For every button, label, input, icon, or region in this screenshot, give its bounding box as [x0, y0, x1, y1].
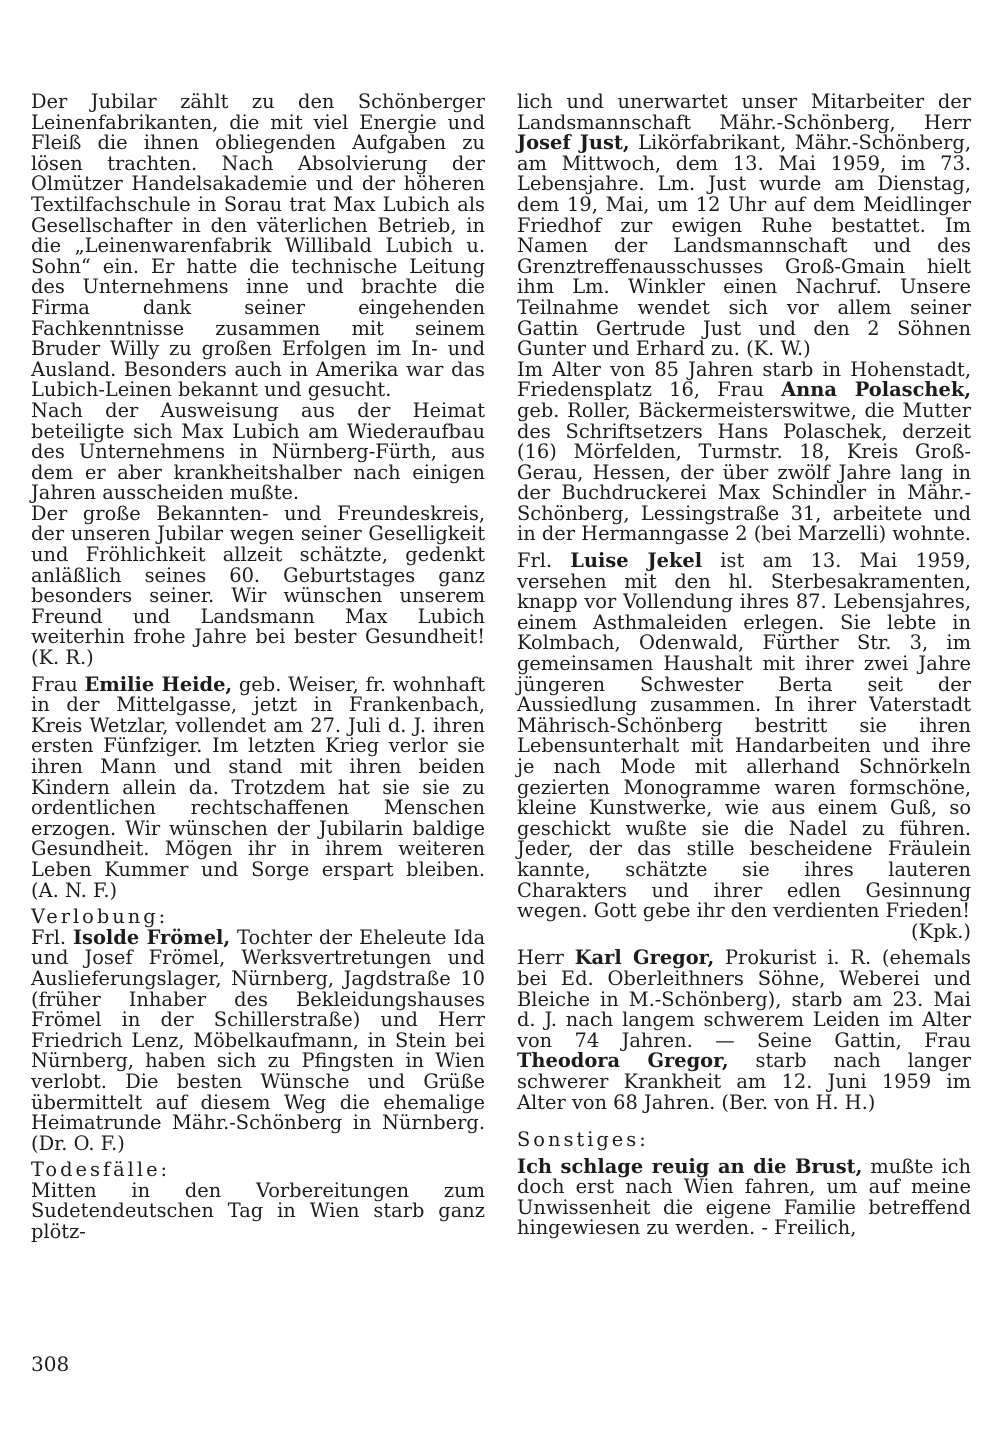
right-column	[517, 92, 971, 1239]
name-karl-gregor: Karl Gregor,	[574, 946, 715, 970]
paragraph-lubich-career: Der Jubilar zählt zu den Schönberger Leinenfabrikanten, die mit viel Energie und Fleiß die ihnen obliegenden Aufgaben zu lösen trachten. Nach Absolvierung der Olmützer Handelsakademie und der höheren Textilfachschule in Sorau trat Max Lubich als Gesellschafter in den väterlichen Betrieb, in die „Leinenwarenfabrik Willibald Lubich u. Sohn“ ein. Er hatte die technische Leitung des Unternehmens inne und brachte die Firma dank seiner eingehenden Fachkenntnisse zusammen mit seinem Bruder Willy zu großen Erfolgen im In- und Ausland. Besonders auch in Amerika war das Lubich-Leinen bekannt und gesucht.	[31, 90, 485, 402]
name-josef-just: Josef Just,	[517, 131, 630, 155]
paragraph-sudetendeutscher-tag: Mitten in den Vorbereitungen zum Sudetendeutschen Tag in Wien starb ganz plötz-	[31, 1178, 485, 1244]
name-isolde-froemel: Isolde Frömel,	[72, 925, 231, 949]
paragraph-emilie-heide: Frau Emilie Heide, geb. Weiser, fr. wohnhaft in der Mittelgasse, jetzt in Frankenbach, Kreis Wetzlar, vollendet am 27. Juli d. J. ihren ersten Fünfziger. Im letzten Krieg verlor sie ihren Mann und stand mit ihren beiden Kindern allein da. Trotzdem hat sie sie zu ordentlichen rechtschaffenen Menschen erzogen. Wir wünschen der Jubilarin baldige Gesundheit. Mögen ihr in ihrem weiteren Leben Kummer und Sorge erspart bleiben. (A. N. F.)	[31, 672, 485, 902]
paragraph-lubich-birthday: Der große Bekannten- und Freundeskreis, der unseren Jubilar wegen seiner Geselligkeit und Fröhlichkeit allzeit schätzte, gedenkt anläßlich seines 60. Geburtstages ganz besonders seiner. Wir wünschen unserem Freund und Landsmann Max Lubich weiterhin frohe Jahre bei bester Gesundheit! (K. R.)	[31, 501, 485, 670]
title-reuig: Ich schlage reuig an die Brust,	[517, 1154, 863, 1178]
paragraph-luise-jekel: Frl. Luise Jekel ist am 13. Mai 1959, versehen mit den hl. Sterbesakramenten, knapp vor Vollendung ihres 87. Lebensjahres, einem Asthmaleiden erlegen. Sie lebte in Kolmbach, Odenwald, Fürther Str. 3, im gemeinsamen Haushalt mit ihrer zwei Jahre jüngeren Schwester Berta seit der Aussiedlung zusammen. In ihrer Vaterstadt Mährisch-Schönberg bestritt sie ihren Lebensunterhalt mit Handarbeiten und ihre je nach Mode mit allerhand Schnörkeln gezierten Monogramme waren formschöne, kleine Kunstwerke, wie aus einem Guß, so geschickt wußte sie die Nadel zu führen. Jeder, der das stille bescheidene Fräulein kannte, schätzte sie ihres lauteren Charakters und ihrer edlen Gesinnung wegen. Gott gebe ihr den verdienten Frieden!	[517, 549, 971, 923]
name-theodora-gregor: Theodora Gregor,	[517, 1049, 729, 1073]
name-emilie-heide: Emilie Heide,	[84, 672, 233, 696]
name-anna-polaschek: Anna Polaschek,	[781, 378, 972, 402]
paragraph-karl-gregor: Herr Karl Gregor, Prokurist i. R. (ehemals bei Ed. Oberleithners Söhne, Weberei und Bleiche in M.-Schönberg), starb am 23. Mai d. J. nach langem schwerem Leiden im Alter von 74 Jahren. — Seine Gattin, Frau Theodora Gregor, starb nach langer schwerer Krankheit am 12. Juni 1959 im Alter von 68 Jahren. (Ber. von H. H.)	[517, 946, 971, 1114]
heading-verlobung: Verlobung:	[31, 905, 169, 929]
paragraph-lubich-expulsion: Nach der Ausweisung aus der Heimat beteiligte sich Max Lubich am Wiederaufbau des Unternehmens in Nürnberg-Fürth, aus dem er aber krankheitshalber nach einigen Jahren ausscheiden mußte.	[31, 398, 485, 505]
heading-sonstiges: Sonstiges:	[517, 1128, 649, 1152]
heading-todesfaelle: Todesfälle:	[31, 1158, 171, 1182]
page-number: 308	[31, 1352, 70, 1376]
left-column	[31, 92, 485, 1243]
signature-kpk: (Kpk.)	[911, 919, 971, 943]
paragraph-isolde-froemel: Frl. Isolde Frömel, Tochter der Eheleute Ida und Josef Frömel, Werksvertretungen und Auslieferungslager, Nürnberg, Jagdstraße 10 (früher Inhaber des Bekleidungshauses Frömel in der Schillerstraße) und Herr Friedrich Lenz, Möbelkaufmann, in Stein bei Nürnberg, haben sich zu Pfingsten in Wien verlobt. Die besten Wünsche und Grüße übermittelt auf diesem Weg die ehemalige Heimatrunde Mähr.-Schönberg in Nürnberg. (Dr. O. F.)	[31, 925, 485, 1155]
paragraph-reuig: Ich schlage reuig an die Brust, mußte ich doch erst nach Wien fahren, um auf meine Unwissenheit die eigene Familie betreffend hingewiesen zu werden. - Freilich,	[517, 1154, 971, 1240]
name-luise-jekel: Luise Jekel	[570, 549, 703, 573]
paragraph-anna-polaschek: Im Alter von 85 Jahren starb in Hohenstadt, Friedensplatz 16, Frau Anna Polaschek, geb. Roller, Bäckermeisterswitwe, die Mutter des Schriftsetzers Hans Polaschek, derzeit (16) Mörfelden, Turmstr. 18, Kreis Groß-Gerau, Hessen, der über zwölf Jahre lang in der Buchdruckerei Max Schindler in Mähr.-Schönberg, Lessingstraße 31, arbeitete und in der Hermanngasse 2 (bei Marzelli) wohnte.	[517, 357, 972, 546]
paragraph-josef-just: lich und unerwartet unser Mitarbeiter der Landsmannschaft Mähr.-Schönberg, Herr Josef Just, Likörfabrikant, Mähr.-Schönberg, am Mittwoch, dem 13. Mai 1959, im 73. Lebensjahre. Lm. Just wurde am Dienstag, dem 19, Mai, um 12 Uhr auf dem Meidlinger Friedhof zur ewigen Ruhe bestattet. Im Namen der Landsmannschaft und des Grenztreffenausschusses Groß-Gmain hielt ihm Lm. Winkler einen Nachruf. Unsere Teilnahme wendet sich vor allem seiner Gattin Gertrude Just und den 2 Söhnen Gunter und Erhard zu. (K. W.)	[517, 90, 971, 361]
